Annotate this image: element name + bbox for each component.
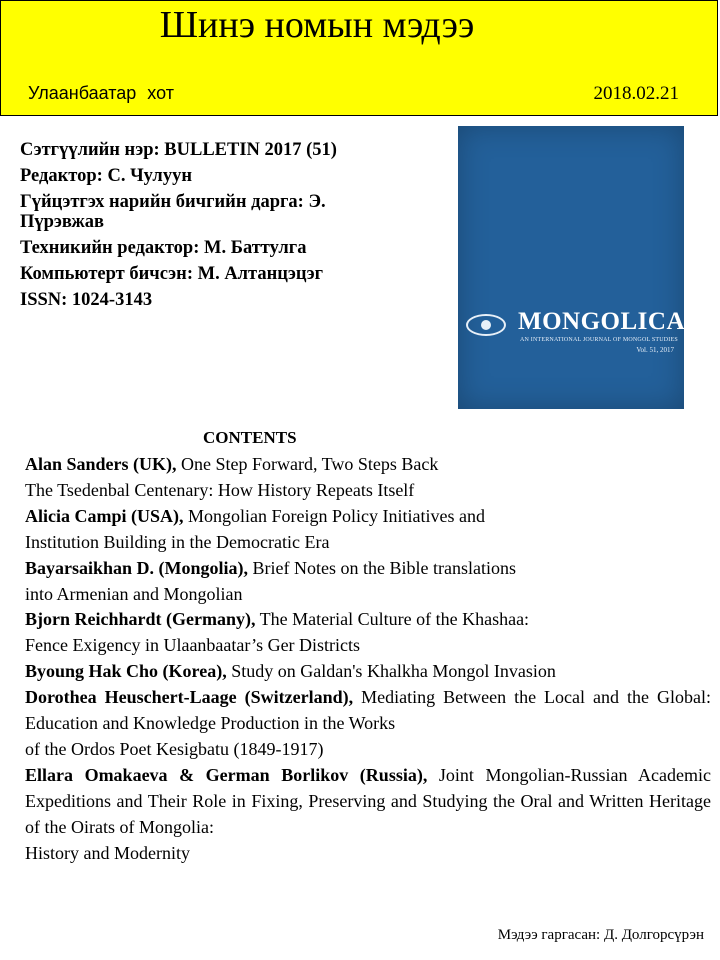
cover-title: MONGOLICA: [518, 308, 685, 335]
footer-credit: Мэдээ гаргасан: Д. Долгорсүрэн: [497, 927, 704, 943]
journal-cover-image: [458, 126, 684, 409]
list-item: [25, 659, 711, 685]
entry-title: One Step Forward, Two Steps Back: [181, 454, 439, 474]
meta-typesetter: Компьютерт бичсэн: М. Алтанцэцэг: [20, 264, 323, 284]
list-item: [25, 607, 711, 659]
entry-author: Bjorn Reichhardt (Germany),: [25, 609, 256, 630]
meta-editor: Редактор: С. Чулуун: [20, 166, 192, 186]
entry-title: Institution Building in the Democratic Era: [25, 531, 330, 552]
list-item: [25, 685, 711, 763]
entry-title: The Tsedenbal Centenary: How History Repeats Itself: [25, 479, 415, 500]
entry-author: Dorothea Heuschert-Laage (Switzerland),: [25, 687, 354, 708]
header-banner: [0, 0, 718, 116]
entry-title: of the Ordos Poet Kesigbatu (1849-1917): [25, 738, 324, 759]
entry-title: Fence Exigency in Ulaanbaatar’s Ger Districts: [25, 635, 361, 656]
entry-title: Brief Notes on the Bible translations: [252, 557, 516, 578]
entry-title: Joint Mongolian-Russian Academic Expeditions and Their Role in Fixing, Preserving and Studying the Oral and Written Heritage of the Oirats of Mongolia:: [25, 764, 712, 837]
list-item: [25, 556, 711, 608]
cover-volume: Vol. 51, 2017: [636, 346, 674, 354]
entry-author: Alan Sanders (UK),: [25, 454, 177, 474]
entry-title: The Material Culture of the Khashaa:: [259, 609, 530, 630]
seal-icon: [466, 314, 506, 336]
header-date: 2018.02.21: [593, 83, 679, 104]
entry-author: Bayarsaikhan D. (Mongolia),: [25, 557, 249, 578]
meta-technical-editor: Техникийн редактор: М. Баттулга: [20, 238, 307, 258]
contents-heading: CONTENTS: [203, 428, 297, 447]
entry-author: Byoung Hak Cho (Korea),: [25, 661, 227, 682]
meta-issn: ISSN: 1024-3143: [20, 290, 153, 310]
meta-journal-name: Сэтгүүлийн нэр: BULLETIN 2017 (51): [20, 140, 337, 160]
entry-title: Mongolian Foreign Policy Initiatives and: [188, 505, 485, 526]
entry-title: Study on Galdan's Khalkha Mongol Invasion: [231, 661, 556, 682]
page-title: Шинэ номын мэдээ: [159, 4, 475, 46]
list-item: [25, 504, 711, 556]
list-item: [25, 763, 711, 867]
list-item: [25, 452, 711, 504]
entry-title: Mediating Between the Local and the Global: Education and Knowledge Production in the Works: [25, 687, 711, 734]
meta-executive-secretary: Гүйцэтгэх нарийн бичгийн дарга: Э. Пүрэвжав: [20, 192, 326, 232]
contents-list: [25, 452, 711, 867]
cover-subtitle: AN INTERNATIONAL JOURNAL OF MONGOL STUDIES: [520, 337, 678, 343]
entry-title: into Armenian and Mongolian: [25, 583, 243, 604]
entry-author: Ellara Omakaeva & German Borlikov (Russia),: [25, 764, 428, 785]
entry-author: Alicia Campi (USA),: [25, 505, 184, 526]
journal-meta: [20, 140, 345, 316]
header-city: Улаанбаатар хот: [28, 83, 174, 103]
entry-title: History and Modernity: [25, 842, 190, 863]
